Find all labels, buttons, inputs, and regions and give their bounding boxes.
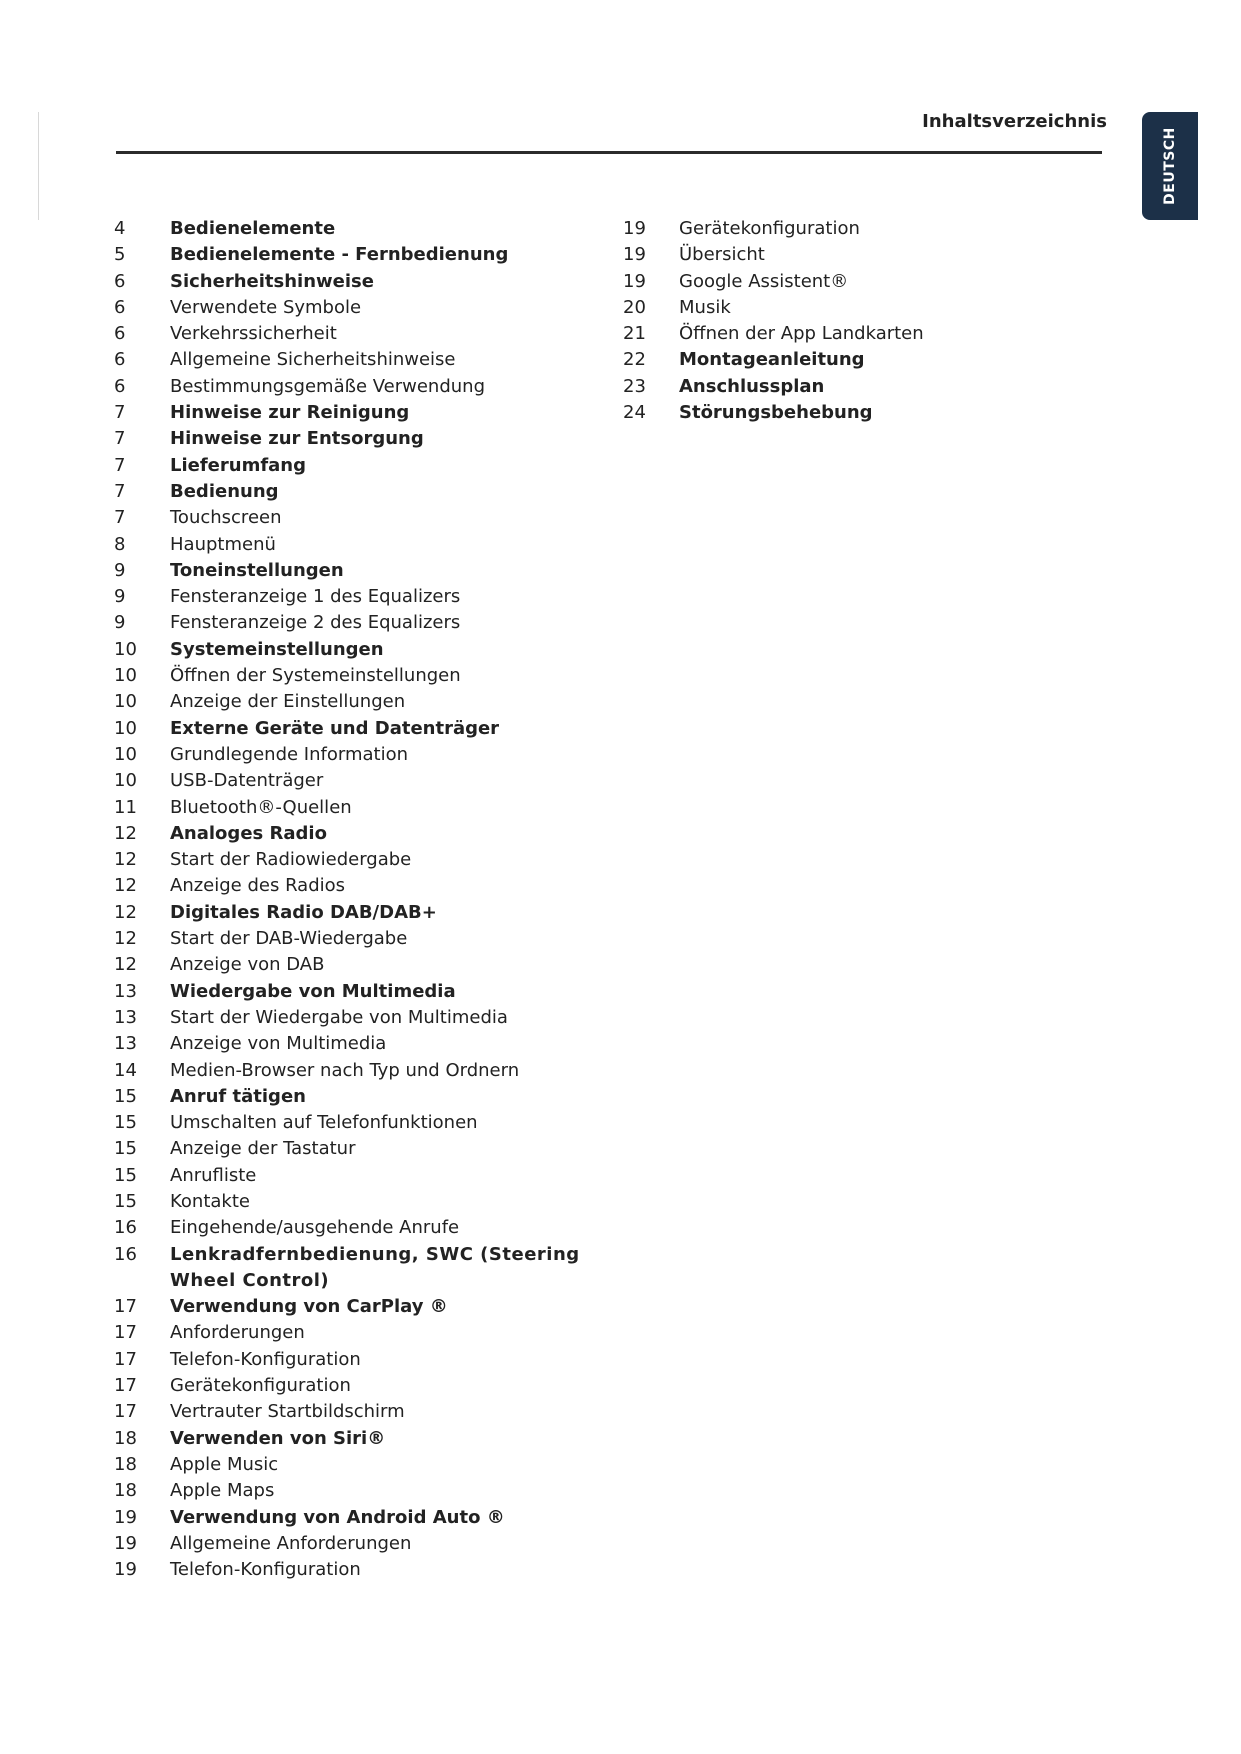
toc-entry[interactable] (114, 584, 604, 610)
toc-entry[interactable] (114, 321, 604, 347)
toc-entry[interactable] (114, 1110, 604, 1136)
toc-entry[interactable] (114, 269, 604, 295)
toc-entry-title: Anzeige der Einstellungen (170, 691, 406, 713)
toc-page-number: 7 (114, 428, 126, 450)
toc-entry[interactable] (114, 663, 604, 689)
toc-entry-title: Hinweise zur Entsorgung (170, 428, 424, 450)
toc-entry-title: Öffnen der Systemeinstellungen (170, 665, 461, 687)
toc-entry-title: Apple Music (170, 1453, 279, 1475)
toc-entry-title: Verwenden von Siri® (170, 1427, 386, 1449)
toc-left-column (114, 216, 604, 1583)
toc-page-number: 19 (623, 218, 646, 239)
toc-entry-title: Hinweise zur Reinigung (170, 402, 410, 424)
toc-entry-title: Touchscreen (170, 507, 282, 529)
toc-entry-title: Anzeige von Multimedia (170, 1033, 387, 1055)
toc-page-number: 12 (114, 875, 137, 897)
toc-page-number: 19 (114, 1506, 137, 1528)
toc-entry[interactable] (114, 505, 604, 531)
toc-page-number: 19 (623, 244, 646, 266)
toc-entry[interactable] (114, 1505, 604, 1531)
toc-page-number: 9 (114, 559, 126, 581)
toc-entry-title: Start der DAB-Wiedergabe (170, 928, 408, 950)
toc-page-number: 6 (114, 296, 126, 318)
toc-entry-title: Bedienelemente (170, 218, 336, 239)
toc-entry[interactable] (623, 347, 1043, 373)
toc-entry-title: Verwendete Symbole (170, 296, 362, 318)
toc-entry-title: Gerätekonfiguration (170, 1375, 351, 1397)
toc-entry[interactable] (114, 610, 604, 636)
toc-entry-title: Anforderungen (170, 1322, 305, 1344)
toc-entry-title: USB-Datenträger (170, 770, 324, 792)
toc-entry[interactable] (114, 768, 604, 794)
toc-entry[interactable] (114, 1478, 604, 1504)
toc-entry[interactable] (114, 1452, 604, 1478)
toc-entry-title: Bluetooth®-Quellen (170, 796, 352, 818)
toc-entry[interactable] (114, 873, 604, 899)
toc-page-number: 9 (114, 612, 126, 634)
toc-entry[interactable] (114, 1215, 604, 1241)
toc-entry[interactable] (114, 374, 604, 400)
toc-entry-title: Hauptmenü (170, 533, 276, 555)
toc-page-number: 13 (114, 980, 137, 1002)
toc-page-number: 23 (623, 375, 646, 397)
toc-entry-title: Google Assistent® (679, 270, 849, 292)
toc-page-number: 4 (114, 218, 126, 239)
toc-page-number: 6 (114, 323, 126, 345)
toc-page-number: 17 (114, 1375, 137, 1397)
toc-entry[interactable] (114, 216, 604, 242)
toc-entry-title: Telefon-Konfiguration (170, 1559, 361, 1581)
toc-entry[interactable] (114, 1242, 604, 1295)
toc-page-number: 15 (114, 1112, 137, 1134)
toc-page-number: 17 (114, 1401, 137, 1423)
toc-entry-title: Analoges Radio (170, 822, 327, 844)
toc-page-number: 18 (114, 1453, 137, 1475)
toc-entry-title: Bedienung (170, 480, 279, 502)
toc-entry[interactable] (623, 374, 1043, 400)
toc-entry[interactable] (114, 689, 604, 715)
toc-entry[interactable] (114, 926, 604, 952)
toc-entry[interactable] (114, 847, 604, 873)
toc-page-number: 17 (114, 1296, 137, 1318)
toc-entry-title: Kontakte (170, 1190, 250, 1212)
toc-entry-title: Musik (679, 296, 731, 318)
toc-entry[interactable] (114, 1531, 604, 1557)
toc-entry[interactable] (114, 1189, 604, 1215)
toc-entry-title: Grundlegende Information (170, 743, 408, 765)
toc-entry[interactable] (114, 637, 604, 663)
margin-tick (38, 112, 39, 220)
toc-entry-title: Eingehende/ausgehende Anrufe (170, 1217, 460, 1239)
toc-entry[interactable] (623, 400, 1043, 426)
toc-page-number: 6 (114, 375, 126, 397)
toc-page-number: 12 (114, 822, 137, 844)
toc-entry-title: Verwendung von Android Auto ® (170, 1506, 505, 1528)
toc-entry[interactable] (114, 1373, 604, 1399)
toc-entry[interactable] (623, 321, 1043, 347)
toc-entry-title: Start der Radiowiedergabe (170, 849, 412, 871)
toc-entry-title: Systemeinstellungen (170, 638, 384, 660)
toc-entry[interactable] (114, 900, 604, 926)
toc-entry-title: Start der Wiedergabe von Multimedia (170, 1006, 508, 1028)
toc-page-number: 18 (114, 1427, 137, 1449)
toc-entry-title: Allgemeine Anforderungen (170, 1532, 412, 1554)
toc-entry[interactable] (114, 400, 604, 426)
toc-entry[interactable] (114, 1426, 604, 1452)
toc-entry[interactable] (114, 532, 604, 558)
toc-entry[interactable] (114, 242, 604, 268)
toc-page-number: 10 (114, 665, 137, 687)
toc-page-number: 10 (114, 770, 137, 792)
toc-entry-title: Übersicht (679, 244, 765, 266)
toc-entry[interactable] (114, 979, 604, 1005)
header-divider (116, 151, 1102, 154)
toc-page-number: 15 (114, 1164, 137, 1186)
toc-entry-title: Gerätekonfiguration (679, 218, 860, 239)
toc-page-number: 15 (114, 1190, 137, 1212)
toc-page-number: 10 (114, 691, 137, 713)
toc-page-number: 7 (114, 454, 126, 476)
toc-entry-title: Störungsbehebung (679, 402, 873, 424)
toc-entry-title: Umschalten auf Telefonfunktionen (170, 1112, 478, 1134)
toc-page-number: 10 (114, 638, 137, 660)
toc-page-number: 9 (114, 586, 126, 608)
toc-entry[interactable] (114, 1399, 604, 1425)
toc-page-number: 12 (114, 901, 137, 923)
toc-entry[interactable] (114, 952, 604, 978)
toc-page-number: 13 (114, 1006, 137, 1028)
toc-entry[interactable] (114, 479, 604, 505)
toc-page-number: 15 (114, 1138, 137, 1160)
toc-entry[interactable] (114, 1031, 604, 1057)
toc-page-number: 6 (114, 270, 126, 292)
toc-entry-title: Telefon-Konfiguration (170, 1348, 361, 1370)
toc-page-number: 14 (114, 1059, 137, 1081)
toc-entry-title: Montageanleitung (679, 349, 865, 371)
toc-entry-title: Toneinstellungen (170, 559, 344, 581)
toc-page-number: 19 (114, 1559, 137, 1581)
toc-page-number: 16 (114, 1217, 137, 1239)
toc-entry[interactable] (114, 1320, 604, 1346)
toc-entry[interactable] (623, 295, 1043, 321)
toc-entry-title: Anruf tätigen (170, 1085, 306, 1107)
toc-entry-title: Verwendung von CarPlay ® (170, 1296, 448, 1318)
toc-entry-title: Lieferumfang (170, 454, 307, 476)
toc-entry[interactable] (114, 1557, 604, 1583)
toc-entry[interactable] (114, 295, 604, 321)
toc-page-number: 7 (114, 402, 126, 424)
toc-page-number: 11 (114, 796, 137, 818)
toc-page-number: 21 (623, 323, 646, 345)
toc-entry-title: Sicherheitshinweise (170, 270, 374, 292)
toc-entry[interactable] (623, 242, 1043, 268)
toc-entry-title: Vertrauter Startbildschirm (170, 1401, 405, 1423)
language-tab-label: DEUTSCH (1162, 127, 1178, 205)
toc-entry[interactable] (114, 453, 604, 479)
toc-entry-title: Externe Geräte und Datenträger (170, 717, 500, 739)
toc-entry-title: Anschlussplan (679, 375, 825, 397)
toc-page-number: 15 (114, 1085, 137, 1107)
toc-page-number: 10 (114, 743, 137, 765)
toc-entry[interactable] (114, 1294, 604, 1320)
toc-page-number: 12 (114, 954, 137, 976)
toc-entry[interactable] (114, 1136, 604, 1162)
toc-page-number: 17 (114, 1322, 137, 1344)
toc-entry-title: Bedienelemente - Fernbedienung (170, 244, 509, 266)
toc-entry-title: Anzeige des Radios (170, 875, 346, 897)
toc-page-number: 7 (114, 480, 126, 502)
toc-entry-title: Digitales Radio DAB/DAB+ (170, 901, 437, 923)
toc-page-number: 7 (114, 507, 126, 529)
toc-entry[interactable] (114, 795, 604, 821)
toc-entry-title: Wiedergabe von Multimedia (170, 980, 456, 1002)
toc-entry[interactable] (114, 1058, 604, 1084)
toc-page-number: 19 (114, 1532, 137, 1554)
toc-entry-title: Fensteranzeige 2 des Equalizers (170, 612, 461, 634)
toc-entry[interactable] (114, 1005, 604, 1031)
toc-page-number: 20 (623, 296, 646, 318)
toc-entry-title: Apple Maps (170, 1480, 275, 1502)
toc-entry-title: Anrufliste (170, 1164, 257, 1186)
toc-right-column (623, 216, 1043, 426)
toc-page-number: 12 (114, 849, 137, 871)
language-tab[interactable] (1142, 112, 1198, 220)
toc-entry-title: Anzeige der Tastatur (170, 1138, 356, 1160)
toc-entry[interactable] (114, 1084, 604, 1110)
toc-entry-title: Lenkradfernbedienung, SWC (Steering Wheel Control) (170, 1243, 580, 1291)
toc-entry[interactable] (114, 1163, 604, 1189)
toc-page-number: 18 (114, 1480, 137, 1502)
toc-page-number: 17 (114, 1348, 137, 1370)
toc-page-number: 12 (114, 928, 137, 950)
toc-entry-title: Öffnen der App Landkarten (679, 323, 924, 345)
toc-page-number: 10 (114, 717, 137, 739)
toc-entry[interactable] (114, 558, 604, 584)
toc-entry[interactable] (114, 821, 604, 847)
toc-entry-title: Bestimmungsgemäße Verwendung (170, 375, 486, 397)
toc-page-number: 8 (114, 533, 126, 555)
toc-entry-title: Allgemeine Sicherheitshinweise (170, 349, 456, 371)
toc-page-number: 6 (114, 349, 126, 371)
toc-entry[interactable] (114, 1347, 604, 1373)
toc-entry[interactable] (114, 742, 604, 768)
toc-entry-title: Verkehrssicherheit (170, 323, 337, 345)
toc-entry[interactable] (623, 269, 1043, 295)
toc-page-number: 16 (114, 1243, 137, 1265)
toc-entry-title: Medien-Browser nach Typ und Ordnern (170, 1059, 520, 1081)
toc-entry-title: Fensteranzeige 1 des Equalizers (170, 586, 461, 608)
toc-page-number: 24 (623, 402, 646, 424)
toc-entry[interactable] (114, 426, 604, 452)
toc-page-number: 19 (623, 270, 646, 292)
toc-page-number: 13 (114, 1033, 137, 1055)
page-title: Inhaltsverzeichnis (922, 111, 1107, 132)
toc-page-number: 5 (114, 244, 126, 266)
toc-page-number: 22 (623, 349, 646, 371)
toc-entry-title: Anzeige von DAB (170, 954, 325, 976)
toc-entry[interactable] (114, 716, 604, 742)
toc-entry[interactable] (114, 347, 604, 373)
toc-entry[interactable] (623, 216, 1043, 242)
